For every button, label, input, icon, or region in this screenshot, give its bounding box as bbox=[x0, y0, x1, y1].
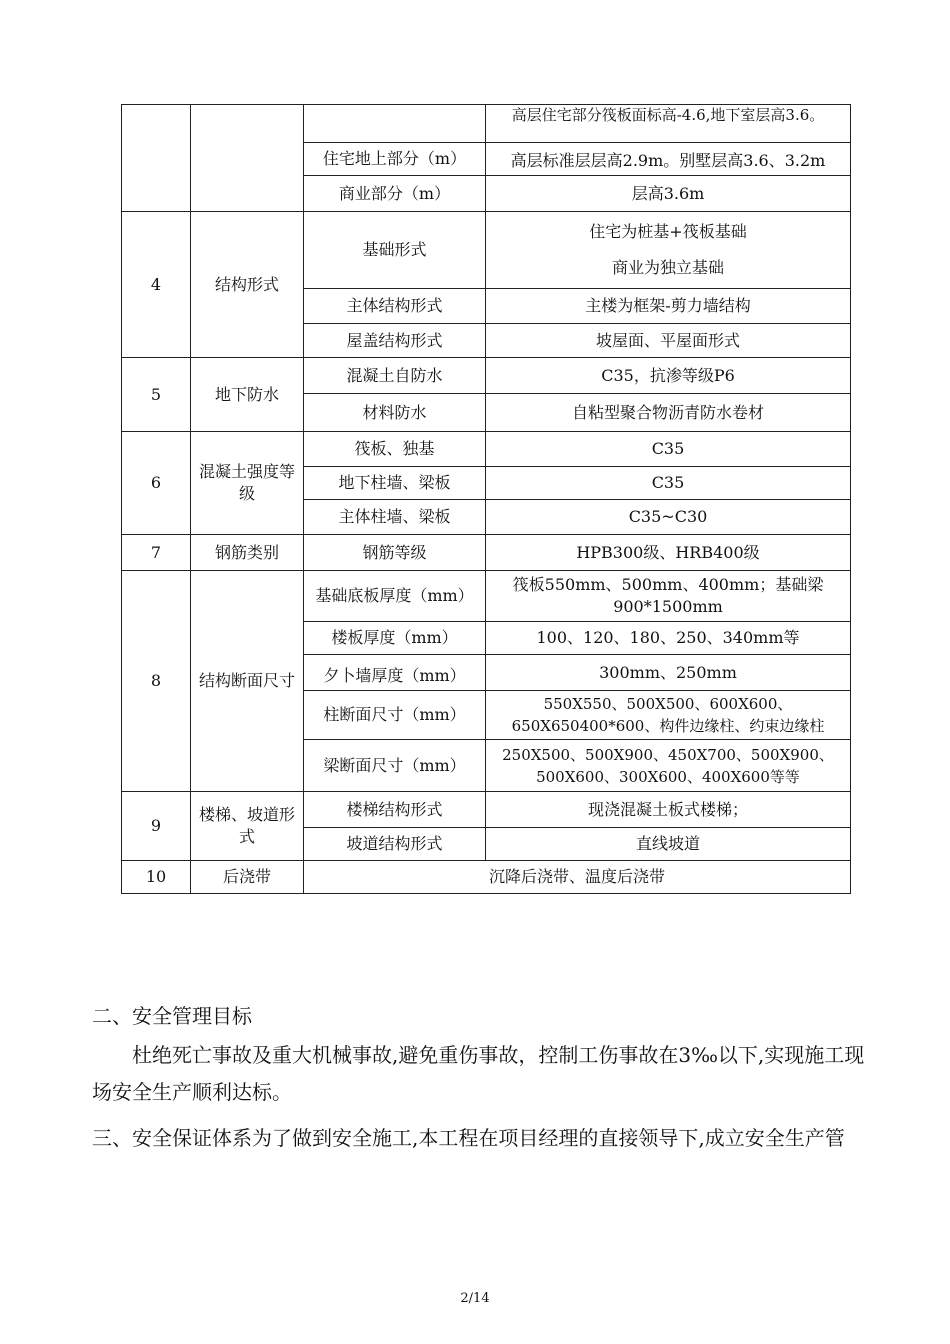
table-cell: 筏板、独基 bbox=[304, 432, 486, 467]
table-cell: 层高3.6m bbox=[486, 176, 851, 212]
section-number: 9 bbox=[122, 792, 191, 861]
table-cell: 屋盖结构形式 bbox=[304, 324, 486, 358]
paragraph-safety-goal: 杜绝死亡事故及重大机械事故,避免重伤事故，控制工伤事故在3‰以下,实现施工现场安全生产顺利达标。 bbox=[92, 1043, 865, 1104]
section-number: 5 bbox=[122, 358, 191, 432]
table-cell: 地下柱墙、梁板 bbox=[304, 467, 486, 500]
table-cell: 现浇混凝土板式楼梯； bbox=[486, 792, 851, 828]
section-name: 混凝土强度等级 bbox=[191, 432, 304, 535]
table-cell: 商业部分（m） bbox=[304, 176, 486, 212]
section-name: 后浇带 bbox=[191, 861, 304, 894]
section-name: 地下防水 bbox=[191, 358, 304, 432]
table-cell: C35 bbox=[486, 432, 851, 467]
table-cell: 直线坡道 bbox=[486, 828, 851, 861]
table-cell: 混凝土自防水 bbox=[304, 358, 486, 394]
table-cell: 柱断面尺寸（mm） bbox=[304, 691, 486, 740]
table-cell: 基础底板厚度（mm） bbox=[304, 571, 486, 622]
table-cell: 高层标准层层高2.9m。别墅层高3.6、3.2m bbox=[486, 143, 851, 176]
section-number: 6 bbox=[122, 432, 191, 535]
table-cell-line: 商业为独立基础 bbox=[611, 258, 724, 277]
table-cell: C35~C30 bbox=[486, 500, 851, 535]
section-number: 8 bbox=[122, 571, 191, 792]
table-cell bbox=[122, 105, 191, 212]
section-name: 结构形式 bbox=[191, 212, 304, 358]
section-name: 钢筋类别 bbox=[191, 535, 304, 571]
section-heading-safety-goal: 二、安全管理目标 bbox=[92, 1004, 252, 1028]
table-cell: 主体结构形式 bbox=[304, 289, 486, 324]
section-number: 4 bbox=[122, 212, 191, 358]
table-cell: 550X550、500X500、600X600、650X650400*600、构件边缘柱、约束边缘柱 bbox=[486, 691, 851, 740]
table-cell: 梁断面尺寸（mm） bbox=[304, 740, 486, 792]
table-cell-line: 住宅为桩基+筏板基础 bbox=[589, 222, 747, 241]
page-number: 2/14 bbox=[460, 1291, 490, 1306]
table-cell: 100、120、180、250、340mm等 bbox=[486, 622, 851, 655]
table-cell: C35 bbox=[486, 467, 851, 500]
project-overview-table bbox=[121, 104, 851, 894]
table-cell bbox=[486, 212, 851, 289]
table-cell: 楼梯结构形式 bbox=[304, 792, 486, 828]
table-cell: 住宅地上部分（m） bbox=[304, 143, 486, 176]
table-cell: 主体柱墙、梁板 bbox=[304, 500, 486, 535]
table-cell: 300mm、250mm bbox=[486, 655, 851, 691]
table-cell: 楼板厚度（mm） bbox=[304, 622, 486, 655]
table-cell: 基础形式 bbox=[304, 212, 486, 289]
table-cell: 坡道结构形式 bbox=[304, 828, 486, 861]
table-cell: 高层住宅部分筏板面标高-4.6,地下室层高3.6。 bbox=[486, 105, 851, 143]
section-name: 楼梯、坡道形式 bbox=[191, 792, 304, 861]
table-cell: C35，抗渗等级P6 bbox=[486, 358, 851, 394]
table-cell: 钢筋等级 bbox=[304, 535, 486, 571]
table-cell: 250X500、500X900、450X700、500X900、500X600、300X600、400X600等等 bbox=[486, 740, 851, 792]
table-cell: 夕卜墙厚度（mm） bbox=[304, 655, 486, 691]
table-cell: 沉降后浇带、温度后浇带 bbox=[304, 861, 851, 894]
table-cell: 筏板550mm、500mm、400mm；基础梁900*1500mm bbox=[486, 571, 851, 622]
section-number: 10 bbox=[122, 861, 191, 894]
table-cell: 自粘型聚合物沥青防水卷材 bbox=[486, 394, 851, 432]
section-heading-safety-system: 三、安全保证体系为了做到安全施工,本工程在项目经理的直接领导下,成立安全生产管 bbox=[92, 1126, 845, 1150]
table-cell bbox=[304, 105, 486, 143]
table-cell: 主楼为框架-剪力墙结构 bbox=[486, 289, 851, 324]
section-number: 7 bbox=[122, 535, 191, 571]
table-cell: HPB300级、HRB400级 bbox=[486, 535, 851, 571]
section-name: 结构断面尺寸 bbox=[191, 571, 304, 792]
table-cell: 材料防水 bbox=[304, 394, 486, 432]
table-cell bbox=[191, 105, 304, 212]
table-cell: 坡屋面、平屋面形式 bbox=[486, 324, 851, 358]
